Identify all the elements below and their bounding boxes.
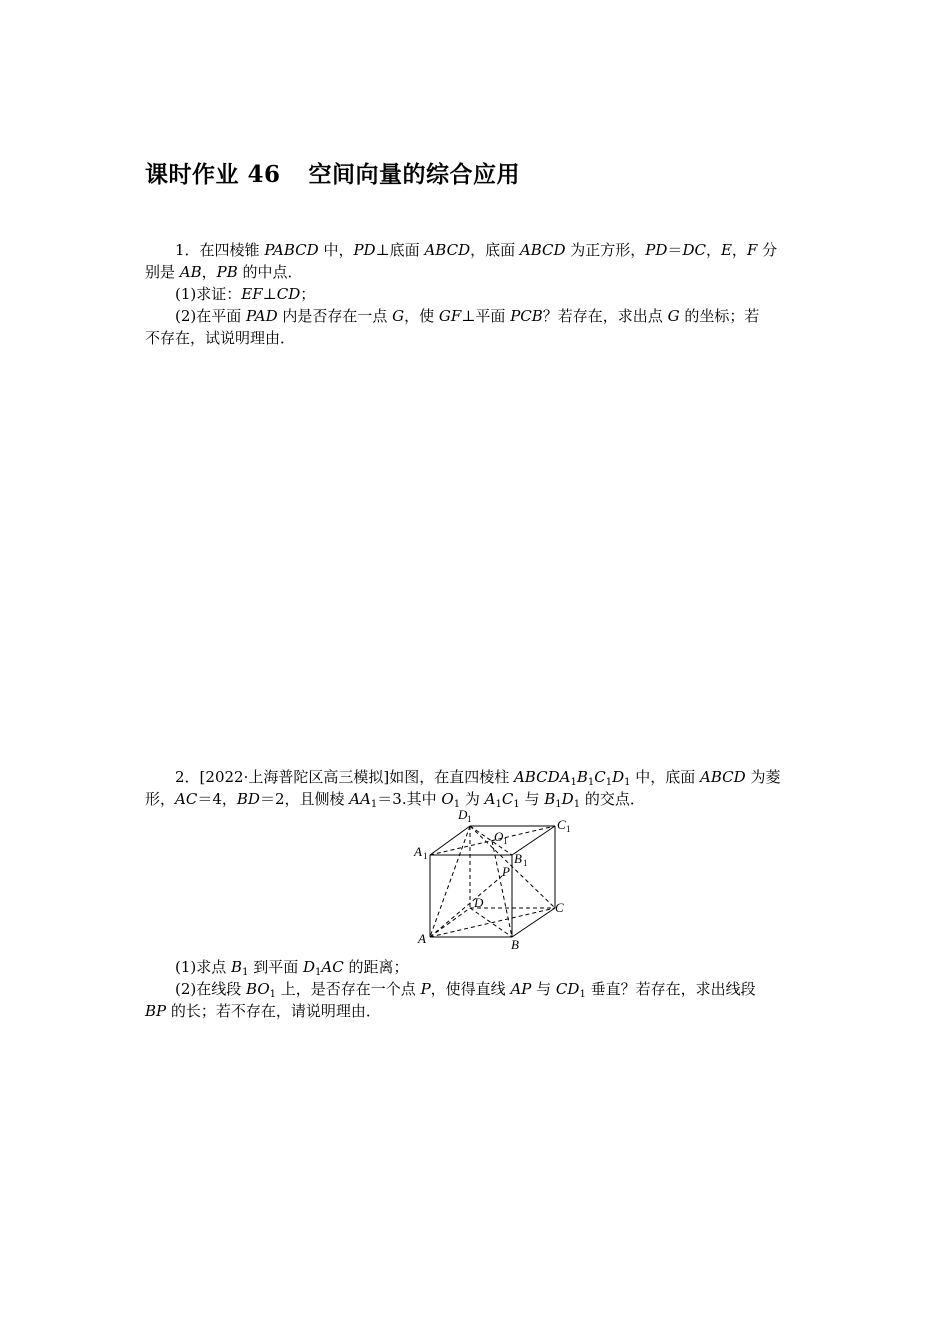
problem2-question2: (2)在线段 $BO_1$ 上，是否存在一个点 P，使得直线 AP 与 $CD_1$ 垂直？若存在，求出线段 — [175, 980, 756, 1000]
edge-b-c — [512, 908, 555, 937]
problem2-question2-cont: BP 的长；若不存在，请说明理由． — [145, 1002, 381, 1020]
label-a: A — [418, 931, 426, 946]
problem1-question1: (1)求证：EF⊥CD； — [175, 285, 316, 303]
prism-figure — [405, 803, 585, 953]
edge-a1-c1 — [430, 826, 555, 855]
edge-a-c — [430, 908, 555, 937]
problem2-question1: (1)求点 $B_1$ 到平面 $D_1AC$ 的距离； — [175, 958, 409, 978]
svg-text:1: 1 — [423, 851, 428, 861]
label-p: P — [502, 864, 510, 879]
problem1-statement: 1．在四棱锥 PABCD 中，PD⊥底面 ABCD，底面 ABCD 为正方形，PD＝DC，E，F 分 — [175, 241, 778, 259]
title-number: 课时作业 46 — [145, 161, 281, 188]
label-b: B — [511, 937, 519, 952]
problem2-statement: 2．[2022·上海普陀区高三模拟]如图，在直四棱柱 $ABCDA_1B_1C_1D_1$ 中，底面 ABCD 为菱 — [175, 768, 781, 788]
edge-d-b — [470, 908, 512, 937]
label-o1: O — [494, 829, 504, 844]
problem1-question2-cont: 不存在，试说明理由． — [145, 329, 296, 347]
svg-text:1: 1 — [503, 836, 508, 846]
label-d: D — [474, 895, 484, 910]
svg-text:1: 1 — [566, 824, 571, 834]
label-d1: D — [458, 807, 468, 822]
svg-text:1: 1 — [467, 814, 472, 824]
edge-a-d — [430, 908, 470, 937]
problem1-question2: (2)在平面 PAD 内是否存在一点 G，使 GF⊥平面 PCB？若存在，求出点 G 的坐标；若 — [175, 307, 760, 325]
edge-a1-d1 — [430, 826, 470, 855]
label-c1: C — [557, 817, 566, 832]
svg-text:1: 1 — [523, 858, 528, 868]
problem2-statement-cont: 形，AC＝4，BD＝2，且侧棱 $AA_1=3$.其中 $O_1$ 为 $A_1C_1$ 与 $B_1D_1$ 的交点． — [145, 790, 645, 810]
edge-d1-a — [430, 826, 470, 937]
label-c: C — [555, 900, 564, 915]
title-topic: 空间向量的综合应用 — [308, 161, 521, 188]
label-b1: B — [514, 851, 522, 866]
problem1-statement-cont: 别是 AB，PB 的中点． — [145, 263, 303, 281]
page-title — [145, 156, 520, 189]
label-a1: A — [414, 844, 422, 859]
